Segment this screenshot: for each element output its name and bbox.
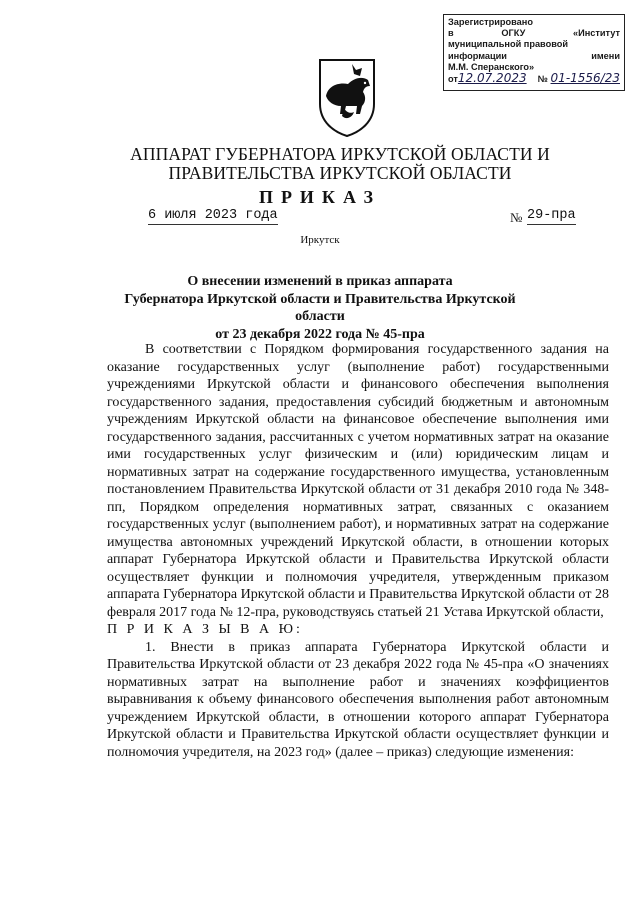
document-body	[107, 341, 609, 761]
document-date: 6 июля 2023 года	[148, 208, 278, 223]
stamp-line-speransky: М.М. Сперанского»	[448, 61, 535, 72]
document-number: 29-пра	[527, 208, 576, 223]
order-word: П Р И К А З Ы В А Ю:	[107, 622, 303, 637]
stamp-date	[448, 73, 527, 85]
stamp-date-value: 12.07.2023	[457, 71, 527, 86]
stamp-ogku: ОГКУ	[501, 28, 526, 39]
stamp-line-registered: Зарегистрировано	[448, 17, 533, 27]
subject-line-2: Губернатора Иркутской области и Правительства Иркутской области	[124, 291, 516, 324]
subject-line-1: О внесении изменений в приказ аппарата	[187, 274, 453, 289]
stamp-in: в	[448, 28, 454, 39]
stamp-institute: «Институт	[573, 28, 620, 39]
stamp-number	[538, 73, 620, 85]
document-subject	[100, 273, 540, 343]
stamp-name-of: имени	[591, 50, 620, 61]
stamp-line-institute	[448, 28, 620, 39]
number-sign: №	[510, 210, 523, 225]
stamp-line-information	[448, 51, 620, 62]
irkutsk-coat-of-arms-icon	[316, 56, 378, 138]
stamp-number-prefix: №	[537, 74, 548, 85]
stamp-line-municipal: муниципальной правовой	[448, 39, 568, 50]
stamp-information: информации	[448, 50, 507, 61]
clause-1-paragraph: 1. Внести в приказ аппарата Губернатора Иркутской области и Правительства Иркутской области от 23 декабря 2022 года № 45-пра «О значениях нормативных затрат на выполнение работ и значениях коэффициентов выравнивания к объему финансового обеспечения выполнения работ автономным учреждением Иркутской области, в отношении которого аппарат Губернатора Иркутской области и Правительства Иркутской области осуществляет функции и полномочия учредителя, на 2023 год» (далее – приказ) следующие изменения:	[107, 639, 609, 760]
stamp-date-prefix: от	[448, 74, 458, 85]
organization-line-2: ПРАВИТЕЛЬСТВА ИРКУТСКОЙ ОБЛАСТИ	[168, 163, 512, 183]
subject-line-3: от 23 декабря 2022 года № 45-пра	[215, 326, 425, 342]
document-type: ПРИКАЗ	[258, 187, 382, 207]
registration-stamp	[443, 14, 625, 91]
city: Иркутск	[300, 234, 340, 246]
stamp-number-value: 01-1556/23	[550, 71, 620, 86]
organization-line-1: АППАРАТ ГУБЕРНАТОРА ИРКУТСКОЙ ОБЛАСТИ И	[130, 144, 550, 164]
stamp-line-date-number	[448, 73, 620, 85]
preamble-paragraph: В соответствии с Порядком формирования государственного задания на оказание государственных услуг (выполнение работ) государственными учреждениями Иркутской области и финансового обеспечения выполнения государственного задания, предоставления субсидий бюджетным и автономным учреждениям Иркутской области на финансовое обеспечение выполнения ими государственного задания, рассчитанных с учетом нормативных затрат на оказание ими государственных услуг физическим и (или) юридическим лицам и нормативных затрат на содержание государственного имущества, установленным постановлением Правительства Иркутской области от 31 декабря 2010 года № 348-пп, Порядком определения нормативных затрат, связанных с оказанием государственных услуг (выполнением работ), и нормативных затрат на содержание имущества автономных учреждений Иркутской области, в отношении которых аппарат Губернатора Иркутской области и Правительства Иркутской области осуществляет функции и полномочия учредителя, утвержденным приказом аппарата Губернатора Иркутской области и Правительства Иркутской области от 28 февраля 2017 года № 12-пра, руководствуясь статьей 21 Устава Иркутской области,	[107, 342, 609, 620]
organization-header	[130, 145, 550, 183]
